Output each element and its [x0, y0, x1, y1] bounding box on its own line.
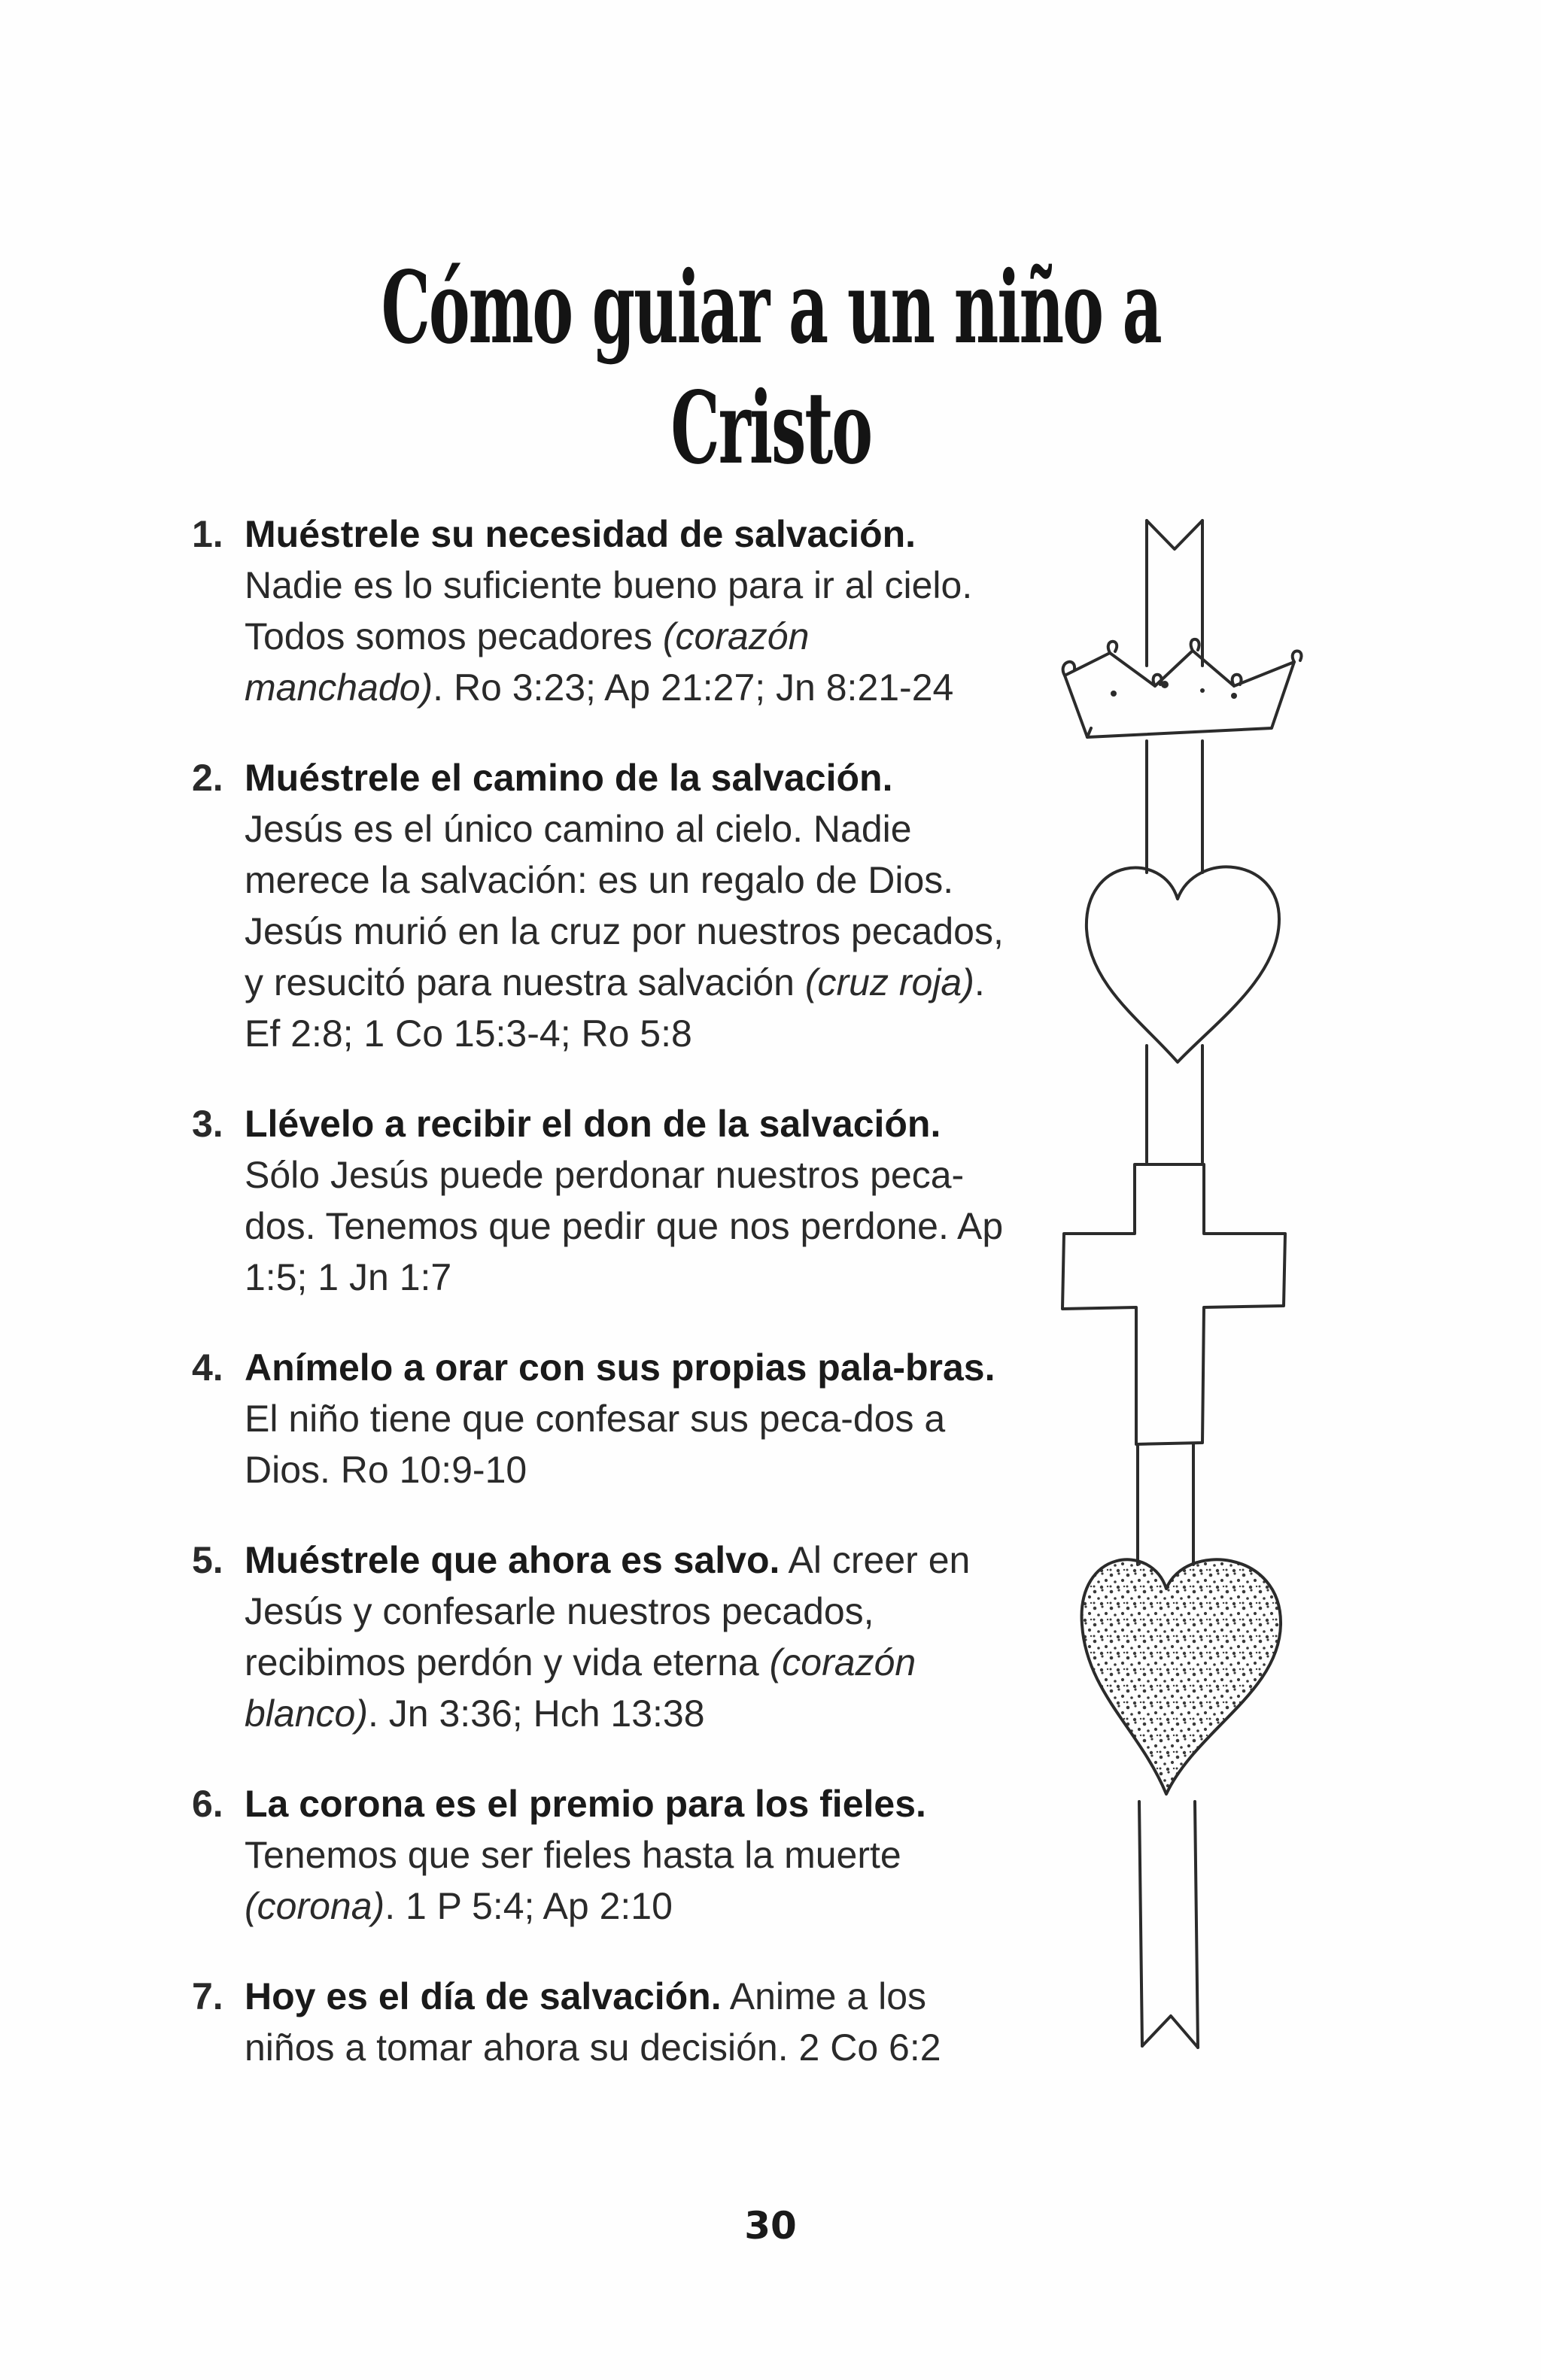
- step-heading: Muéstrele su necesidad de salvación.: [245, 513, 916, 555]
- step-5: [192, 1535, 1012, 1739]
- step-number: 2.: [192, 757, 223, 799]
- step-body: Anime a los niños a tomar ahora su decisión. 2 Co 6:2: [245, 1975, 941, 2069]
- step-1: [192, 508, 1012, 713]
- speckled-heart-icon: [1082, 1559, 1281, 1794]
- step-number: 3.: [192, 1103, 223, 1145]
- step-body: Al creer en Jesús y confesarle nuestros pecados, recibimos perdón y vida eterna: [245, 1539, 971, 1683]
- heart-outline-icon: [1087, 867, 1279, 1062]
- step-7: [192, 1971, 1012, 2073]
- step-heading: Llévelo a recibir el don de la salvación.: [245, 1103, 941, 1145]
- page-title: Cómo guiar a un niño a Cristo: [381, 250, 1161, 487]
- step-body: Tenemos que ser fieles hasta la muerte: [245, 1834, 901, 1876]
- step-2: [192, 752, 1012, 1059]
- step-emphasis: (cruz roja): [804, 961, 974, 1003]
- page-number: 30: [744, 2204, 797, 2248]
- step-4: [192, 1342, 1012, 1495]
- step-body: Sólo Jesús puede perdonar nuestros peca-dos. Tenemos que pedir que nos perdone. Ap 1:5; 1 Jn 1:7: [245, 1154, 1004, 1298]
- step-body: Nadie es lo suficiente bueno para ir al cielo. Todos somos pecadores: [245, 564, 973, 657]
- step-heading: Hoy es el día de salvación.: [245, 1975, 722, 2017]
- step-number: 1.: [192, 513, 223, 555]
- step-number: 7.: [192, 1975, 223, 2017]
- step-references: . 1 P 5:4; Ap 2:10: [384, 1885, 673, 1927]
- step-number: 5.: [192, 1539, 223, 1581]
- step-references: . Ef 2:8; 1 Co 15:3-4; Ro 5:8: [245, 961, 985, 1055]
- step-emphasis: (corazón blanco): [245, 1641, 916, 1735]
- step-body: El niño tiene que confesar sus peca-dos a Dios. Ro 10:9-10: [245, 1398, 946, 1491]
- ribbon-icon: [1138, 521, 1202, 2048]
- step-3: [192, 1098, 1012, 1303]
- step-heading: Anímelo a orar con sus propias pala-bras.: [245, 1346, 995, 1389]
- steps-list: [192, 508, 1012, 2112]
- step-emphasis: (corona): [245, 1885, 385, 1927]
- step-6: [192, 1778, 1012, 1932]
- step-heading: Muéstrele el camino de la salvación.: [245, 757, 893, 799]
- crown-icon: [1063, 639, 1302, 737]
- step-body: Jesús es el único camino al cielo. Nadie merece la salvación: es un regalo de Dios. Jesús murió en la cruz por nuestros pecados, y resucitó para nuestra salvación: [245, 808, 1004, 1003]
- step-number: 6.: [192, 1783, 223, 1825]
- cross-icon: [1062, 1164, 1285, 1444]
- step-emphasis: (corazón manchado): [245, 615, 810, 709]
- step-heading: La corona es el premio para los fieles.: [245, 1783, 926, 1825]
- step-heading: Muéstrele que ahora es salvo.: [245, 1539, 780, 1581]
- wordless-book-illustration: [1038, 512, 1324, 2076]
- step-number: 4.: [192, 1346, 223, 1389]
- step-references: . Jn 3:36; Hch 13:38: [368, 1692, 705, 1735]
- step-references: . Ro 3:23; Ap 21:27; Jn 8:21-24: [433, 666, 954, 709]
